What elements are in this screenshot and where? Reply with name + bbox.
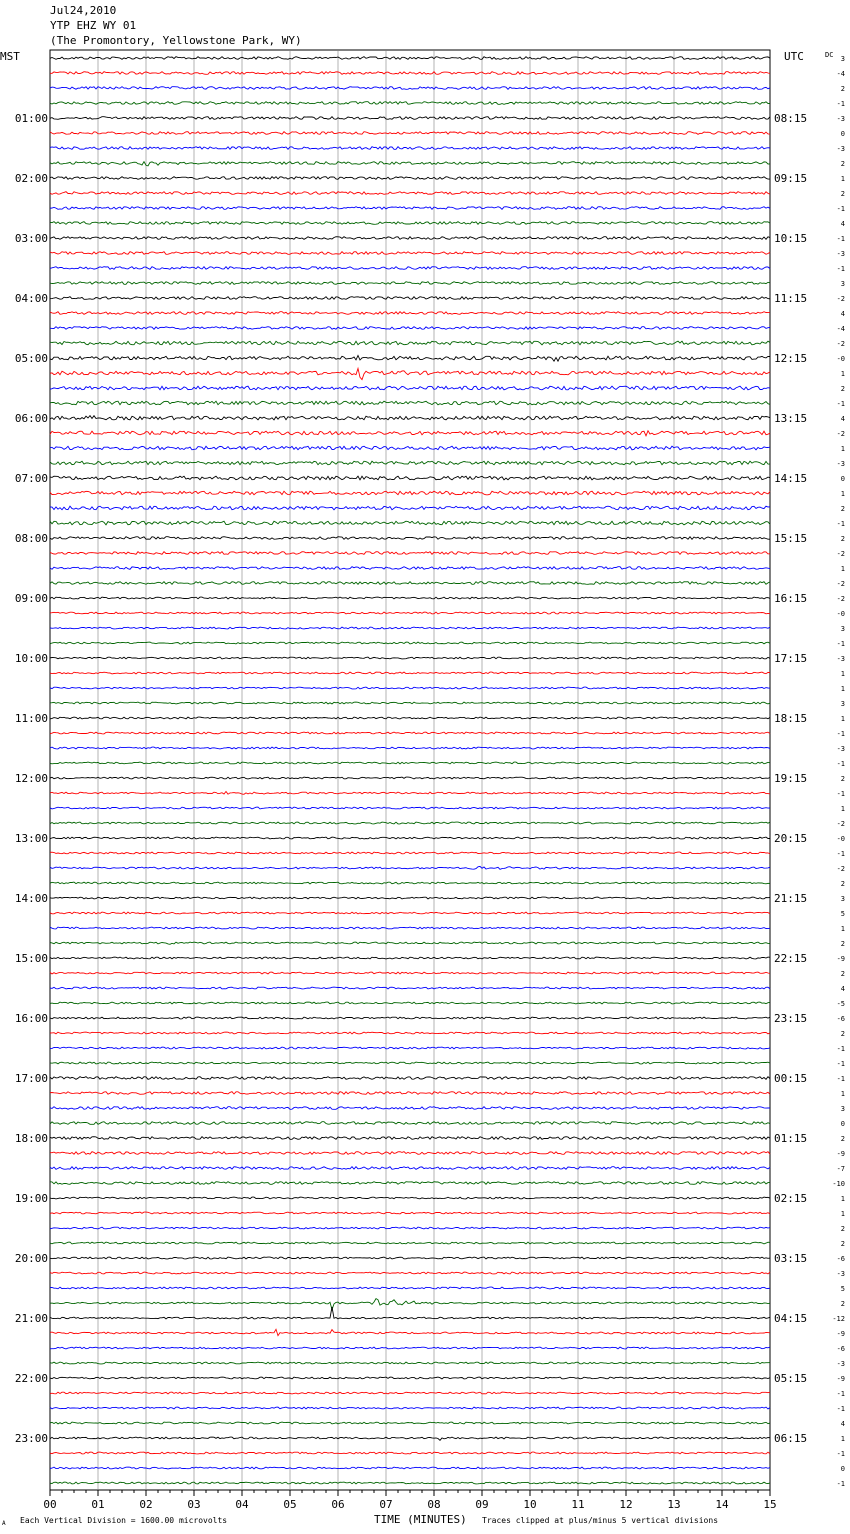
- trace-line-44: [50, 717, 770, 719]
- trace-line-37: [50, 612, 770, 614]
- dc-offset-label: 1: [840, 1195, 845, 1203]
- dc-offset-label: -1: [836, 265, 845, 273]
- minute-grid: [50, 50, 770, 1490]
- dc-offset-label: -1: [836, 1390, 845, 1398]
- trace-line-53: [50, 852, 770, 854]
- dc-offset-label: -1: [836, 1045, 845, 1053]
- dc-offset-label: -3: [836, 1360, 845, 1368]
- trace-line-84: [50, 1307, 770, 1319]
- dc-offset-label: 2: [840, 385, 845, 393]
- trace-lines: [50, 57, 770, 1484]
- left-hour-label: 19:00: [14, 1192, 48, 1205]
- trace-line-39: [50, 642, 770, 644]
- dc-offset-label: 3: [840, 55, 845, 63]
- x-tick-label: 15: [763, 1498, 777, 1511]
- left-hour-label: 17:00: [14, 1072, 48, 1085]
- dc-offset-label: -7: [836, 1165, 845, 1173]
- trace-line-88: [50, 1377, 770, 1379]
- trace-line-94: [50, 1467, 770, 1469]
- trace-line-47: [50, 762, 770, 764]
- dc-offset-label: 2: [840, 1240, 845, 1248]
- dc-offset-label: -2: [836, 595, 845, 603]
- dc-offset-label: -3: [836, 655, 845, 663]
- dc-offset-label: 1: [840, 370, 845, 378]
- x-tick-label: 11: [571, 1498, 585, 1511]
- right-hour-label: 08:15: [774, 112, 808, 125]
- trace-line-65: [50, 1032, 770, 1034]
- dc-offset-label: 1: [840, 670, 845, 678]
- dc-offset-label: 2: [840, 880, 845, 888]
- trace-line-59: [50, 942, 770, 944]
- left-hour-label: 07:00: [14, 472, 48, 485]
- trace-line-35: [50, 582, 770, 585]
- right-hour-label: 11:15: [774, 292, 808, 305]
- trace-line-74: [50, 1167, 770, 1170]
- right-hour-label: 03:15: [774, 1252, 808, 1265]
- trace-line-76: [50, 1197, 770, 1199]
- dc-offset-label: 2: [840, 190, 845, 198]
- left-hour-label: 03:00: [14, 232, 48, 245]
- trace-line-64: [50, 1017, 770, 1019]
- x-tick-label: 05: [283, 1498, 297, 1511]
- dc-offset-label: 1: [840, 715, 845, 723]
- x-tick-label: 03: [187, 1498, 201, 1511]
- x-tick-label: 07: [379, 1498, 393, 1511]
- dc-offset-label: 2: [840, 1135, 845, 1143]
- trace-line-3: [50, 102, 770, 105]
- x-tick-label: 06: [331, 1498, 345, 1511]
- trace-line-34: [50, 567, 770, 570]
- trace-line-70: [50, 1107, 770, 1110]
- x-tick-label: 00: [43, 1498, 57, 1511]
- dc-offset-label: 2: [840, 1225, 845, 1233]
- dc-offset-label: 2: [840, 775, 845, 783]
- x-tick-label: 02: [139, 1498, 153, 1511]
- trace-line-43: [50, 702, 770, 704]
- dc-offset-label: -0: [836, 610, 845, 618]
- right-hour-label: 16:15: [774, 592, 808, 605]
- trace-line-38: [50, 627, 770, 629]
- trace-line-11: [50, 222, 770, 225]
- dc-offset-label: 2: [840, 970, 845, 978]
- trace-line-24: [50, 416, 770, 420]
- trace-line-92: [50, 1437, 770, 1440]
- x-axis-title: TIME (MINUTES): [374, 1513, 467, 1526]
- dc-offset-label: -3: [836, 145, 845, 153]
- dc-offset-label: 0: [840, 130, 845, 138]
- dc-offset-label: -1: [836, 400, 845, 408]
- dc-offset-label: -3: [836, 1270, 845, 1278]
- trace-line-19: [50, 341, 770, 345]
- dc-offset-label: -0: [836, 835, 845, 843]
- right-hour-label: 14:15: [774, 472, 808, 485]
- dc-offset-label: 4: [840, 985, 845, 993]
- trace-line-78: [50, 1227, 770, 1229]
- left-hour-label: 09:00: [14, 592, 48, 605]
- trace-line-15: [50, 282, 770, 285]
- trace-line-28: [50, 476, 770, 480]
- dc-offset-label: -1: [836, 1075, 845, 1083]
- dc-offset-label: -4: [836, 70, 845, 78]
- dc-offset-label: 1: [840, 1210, 845, 1218]
- trace-line-12: [50, 237, 770, 240]
- dc-offset-label: -1: [836, 520, 845, 528]
- trace-line-7: [50, 162, 770, 166]
- trace-line-72: [50, 1137, 770, 1140]
- dc-offset-label: -2: [836, 580, 845, 588]
- trace-line-82: [50, 1287, 770, 1289]
- left-hour-label: 05:00: [14, 352, 48, 365]
- dc-offset-label: 4: [840, 1420, 845, 1428]
- dc-offset-label: 3: [840, 700, 845, 708]
- left-hour-label: 23:00: [14, 1432, 48, 1445]
- trace-line-6: [50, 147, 770, 150]
- dc-offset-label: 1: [840, 1435, 845, 1443]
- x-tick-label: 04: [235, 1498, 249, 1511]
- trace-line-14: [50, 267, 770, 270]
- right-timezone-label: UTC: [784, 50, 804, 63]
- dc-offset-label: 0: [840, 1120, 845, 1128]
- dc-offset-label: -6: [836, 1255, 845, 1263]
- dc-offset-label: -3: [836, 250, 845, 258]
- dc-offset-label: -1: [836, 1405, 845, 1413]
- dc-offset-label: 2: [840, 160, 845, 168]
- trace-line-26: [50, 446, 770, 450]
- dc-offset-label: -1: [836, 850, 845, 858]
- left-hour-label: 06:00: [14, 412, 48, 425]
- trace-line-2: [50, 87, 770, 90]
- trace-line-21: [50, 368, 770, 379]
- right-hour-label: 05:15: [774, 1372, 808, 1385]
- dc-offset-label: 2: [840, 535, 845, 543]
- trace-line-61: [50, 972, 770, 974]
- dc-offset-label: 0: [840, 1465, 845, 1473]
- trace-line-32: [50, 537, 770, 540]
- right-hour-label: 09:15: [774, 172, 808, 185]
- trace-line-17: [50, 312, 770, 315]
- trace-line-52: [50, 837, 770, 839]
- trace-line-71: [50, 1122, 770, 1125]
- dc-offset-label: 5: [840, 1285, 845, 1293]
- trace-line-22: [50, 386, 770, 390]
- trace-line-45: [50, 732, 770, 734]
- trace-line-13: [50, 252, 770, 255]
- right-hour-label: 23:15: [774, 1012, 808, 1025]
- dc-offset-label: 1: [840, 925, 845, 933]
- left-hour-label: 12:00: [14, 772, 48, 785]
- left-hour-label: 02:00: [14, 172, 48, 185]
- trace-line-0: [50, 57, 770, 60]
- dc-offset-label: 1: [840, 805, 845, 813]
- trace-line-42: [50, 687, 770, 689]
- x-tick-label: 01: [91, 1498, 105, 1511]
- trace-line-4: [50, 117, 770, 120]
- right-hour-label: 04:15: [774, 1312, 808, 1325]
- left-hour-label: 20:00: [14, 1252, 48, 1265]
- x-tick-label: 12: [619, 1498, 633, 1511]
- dc-offset-label: -2: [836, 295, 845, 303]
- dc-offset-label: -3: [836, 115, 845, 123]
- trace-line-89: [50, 1392, 770, 1394]
- dc-offset-label: -2: [836, 550, 845, 558]
- trace-line-68: [50, 1077, 770, 1080]
- trace-line-5: [50, 132, 770, 135]
- dc-offset-label: -1: [836, 235, 845, 243]
- trace-line-46: [50, 747, 770, 749]
- dc-offset-label: -1: [836, 100, 845, 108]
- dc-offset-label: -1: [836, 760, 845, 768]
- dc-offset-label: -1: [836, 205, 845, 213]
- dc-offset-label: 1: [840, 445, 845, 453]
- trace-line-23: [50, 401, 770, 405]
- trace-line-58: [50, 927, 770, 929]
- right-hour-label: 02:15: [774, 1192, 808, 1205]
- dc-offset-label: 1: [840, 1090, 845, 1098]
- right-hour-label: 06:15: [774, 1432, 808, 1445]
- dc-offset-label: 3: [840, 895, 845, 903]
- trace-line-27: [50, 461, 770, 465]
- dc-offset-label: 4: [840, 220, 845, 228]
- trace-line-56: [50, 897, 770, 899]
- dc-offset-label: -2: [836, 820, 845, 828]
- left-hour-label: 22:00: [14, 1372, 48, 1385]
- dc-offset-label: -0: [836, 355, 845, 363]
- plot-date: Jul24,2010: [50, 4, 117, 17]
- trace-line-66: [50, 1047, 770, 1049]
- trace-line-81: [50, 1272, 770, 1274]
- dc-offset-label: -9: [836, 1375, 845, 1383]
- dc-offset-label: -3: [836, 460, 845, 468]
- dc-offset-label: -9: [836, 955, 845, 963]
- dc-offset-labels: [832, 55, 845, 1488]
- trace-line-10: [50, 207, 770, 210]
- trace-line-18: [50, 327, 770, 330]
- scale-mark: A: [2, 1520, 6, 1527]
- trace-line-62: [50, 987, 770, 989]
- dc-offset-label: 2: [840, 940, 845, 948]
- trace-line-29: [50, 491, 770, 495]
- x-tick-label: 13: [667, 1498, 681, 1511]
- trace-line-80: [50, 1257, 770, 1259]
- trace-line-30: [50, 506, 770, 510]
- trace-line-85: [50, 1329, 770, 1335]
- left-hour-label: 10:00: [14, 652, 48, 665]
- dc-offset-label: -2: [836, 340, 845, 348]
- right-hour-label: 20:15: [774, 832, 808, 845]
- trace-line-77: [50, 1212, 770, 1214]
- dc-offset-label: 1: [840, 685, 845, 693]
- right-hour-label: 15:15: [774, 532, 808, 545]
- right-hour-label: 13:15: [774, 412, 808, 425]
- dc-offset-label: 2: [840, 505, 845, 513]
- trace-line-75: [50, 1182, 770, 1185]
- trace-line-25: [50, 431, 770, 436]
- dc-offset-label: 1: [840, 565, 845, 573]
- left-hour-labels: [15, 112, 48, 1445]
- left-hour-label: 15:00: [14, 952, 48, 965]
- trace-line-40: [50, 657, 770, 659]
- right-hour-label: 19:15: [774, 772, 808, 785]
- dc-offset-label: -1: [836, 730, 845, 738]
- dc-offset-label: -10: [832, 1180, 845, 1188]
- dc-offset-label: -9: [836, 1150, 845, 1158]
- dc-offset-label: -12: [832, 1315, 845, 1323]
- trace-line-86: [50, 1347, 770, 1349]
- trace-line-95: [50, 1482, 770, 1484]
- dc-offset-label: -3: [836, 745, 845, 753]
- dc-offset-label: -1: [836, 1480, 845, 1488]
- left-hour-label: 08:00: [14, 532, 48, 545]
- left-hour-label: 11:00: [14, 712, 48, 725]
- left-timezone-label: MST: [0, 50, 20, 63]
- left-hour-label: 13:00: [14, 832, 48, 845]
- dc-offset-label: -1: [836, 1060, 845, 1068]
- trace-line-69: [50, 1092, 770, 1095]
- dc-offset-label: 3: [840, 625, 845, 633]
- dc-offset-label: -1: [836, 790, 845, 798]
- clip-note: Traces clipped at plus/minus 5 vertical divisions: [482, 1516, 719, 1525]
- trace-line-1: [50, 72, 770, 75]
- dc-offset-label: -9: [836, 1330, 845, 1338]
- left-hour-label: 14:00: [14, 892, 48, 905]
- dc-offset-label: -4: [836, 325, 845, 333]
- right-hour-label: 21:15: [774, 892, 808, 905]
- trace-line-33: [50, 552, 770, 555]
- right-hour-label: 22:15: [774, 952, 808, 965]
- trace-line-36: [50, 597, 770, 599]
- dc-offset-label: 3: [840, 1105, 845, 1113]
- trace-line-93: [50, 1452, 770, 1454]
- dc-offset-label: 5: [840, 910, 845, 918]
- right-hour-label: 17:15: [774, 652, 808, 665]
- dc-offset-label: -2: [836, 865, 845, 873]
- x-tick-label: 08: [427, 1498, 441, 1511]
- x-tick-label: 14: [715, 1498, 729, 1511]
- left-hour-label: 16:00: [14, 1012, 48, 1025]
- trace-line-60: [50, 957, 770, 959]
- left-hour-label: 21:00: [14, 1312, 48, 1325]
- station-code: YTP EHZ WY 01: [50, 19, 137, 32]
- dc-offset-label: 1: [840, 175, 845, 183]
- dc-offset-label: 2: [840, 1300, 845, 1308]
- trace-line-51: [50, 822, 770, 824]
- scale-note: Each Vertical Division = 1600.00 microvolts: [20, 1516, 228, 1525]
- dc-offset-label: -2: [836, 430, 845, 438]
- trace-line-8: [50, 177, 770, 180]
- trace-line-67: [50, 1062, 770, 1064]
- station-location: (The Promontory, Yellowstone Park, WY): [50, 34, 302, 47]
- dc-offset-label: -1: [836, 1450, 845, 1458]
- left-hour-label: 01:00: [14, 112, 48, 125]
- dc-offset-label: 1: [840, 490, 845, 498]
- dc-offset-label: 3: [840, 280, 845, 288]
- trace-line-63: [50, 1002, 770, 1004]
- x-axis: [43, 1490, 776, 1511]
- right-hour-label: 18:15: [774, 712, 808, 725]
- right-hour-label: 10:15: [774, 232, 808, 245]
- trace-line-50: [50, 807, 770, 809]
- dc-offset-label: -5: [836, 1000, 845, 1008]
- trace-line-91: [50, 1422, 770, 1424]
- trace-line-57: [50, 912, 770, 914]
- left-hour-label: 18:00: [14, 1132, 48, 1145]
- trace-line-83: [50, 1299, 770, 1310]
- right-hour-label: 01:15: [774, 1132, 808, 1145]
- trace-line-55: [50, 882, 770, 884]
- dc-offset-label: 4: [840, 310, 845, 318]
- left-hour-label: 04:00: [14, 292, 48, 305]
- right-hour-labels: [774, 112, 807, 1445]
- trace-line-9: [50, 192, 770, 195]
- trace-line-73: [50, 1152, 770, 1155]
- trace-line-79: [50, 1242, 770, 1244]
- dc-offset-header: DC: [825, 51, 834, 59]
- trace-line-16: [50, 297, 770, 300]
- x-tick-label: 09: [475, 1498, 489, 1511]
- trace-line-48: [50, 777, 770, 779]
- dc-offset-label: -6: [836, 1345, 845, 1353]
- dc-offset-label: 2: [840, 85, 845, 93]
- trace-line-87: [50, 1362, 770, 1364]
- trace-line-49: [50, 792, 770, 795]
- trace-line-54: [50, 866, 770, 869]
- trace-line-31: [50, 521, 770, 525]
- trace-line-90: [50, 1407, 770, 1409]
- dc-offset-label: -6: [836, 1015, 845, 1023]
- dc-offset-label: 2: [840, 1030, 845, 1038]
- dc-offset-label: -1: [836, 640, 845, 648]
- right-hour-label: 00:15: [774, 1072, 808, 1085]
- dc-offset-label: 0: [840, 475, 845, 483]
- right-hour-label: 12:15: [774, 352, 808, 365]
- x-tick-label: 10: [523, 1498, 537, 1511]
- trace-line-41: [50, 672, 770, 674]
- plot-border: [50, 50, 770, 1490]
- dc-offset-label: 4: [840, 415, 845, 423]
- trace-line-20: [50, 356, 770, 362]
